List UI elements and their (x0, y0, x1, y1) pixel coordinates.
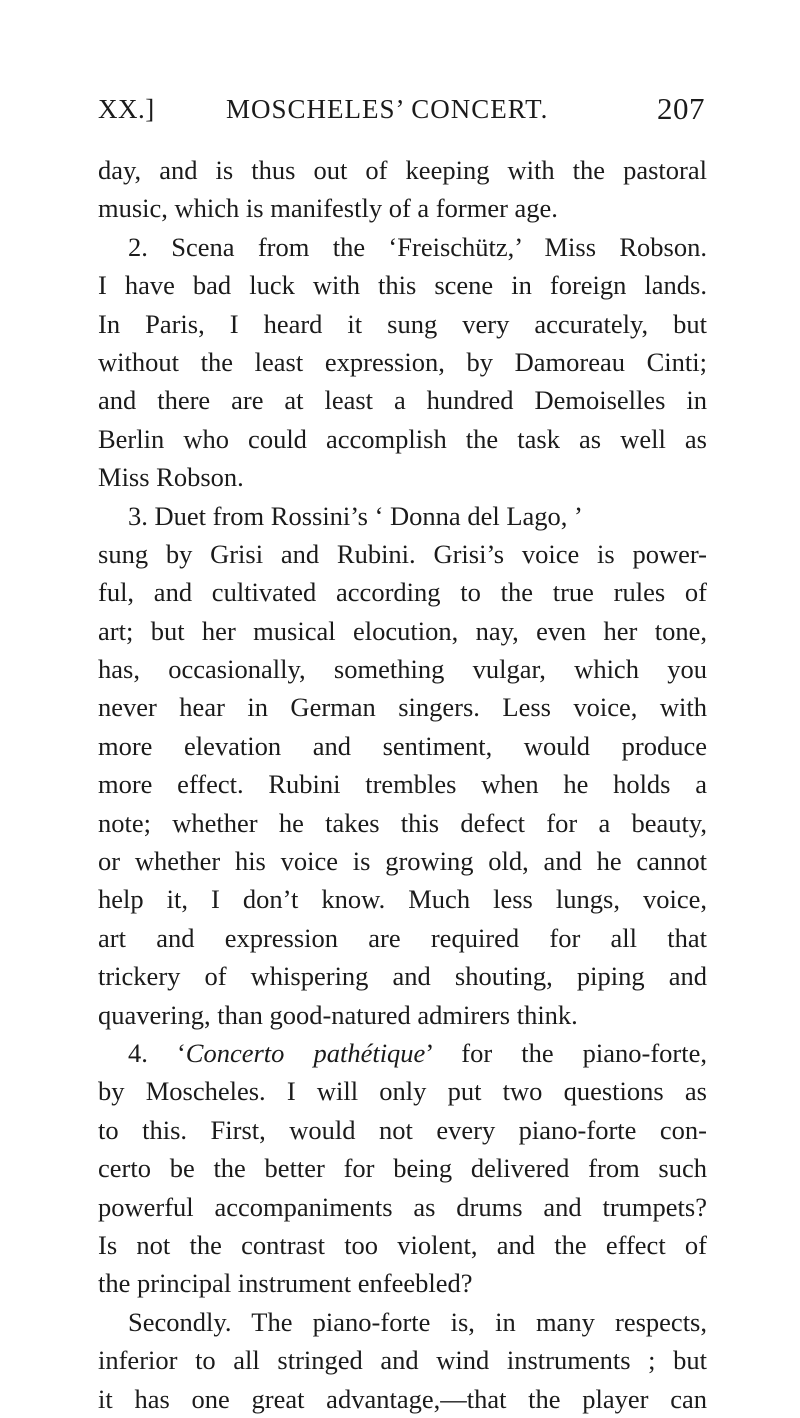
text-line: Berlin who could accomplish the task as well as (98, 423, 707, 454)
text-line: ful, and cultivated according to the true rules of (98, 577, 707, 608)
text-line: art; but her musical elocution, nay, even her tone, (98, 615, 707, 646)
text-line: art and expression are required for all that (98, 922, 707, 953)
text-line: inferior to all stringed and wind instruments ; but (98, 1345, 707, 1376)
page-number: 207 (657, 91, 705, 126)
text-line: help it, I don’t know. Much less lungs, voice, (98, 884, 707, 915)
text-line: day, and is thus out of keeping with the pastoral (98, 155, 707, 185)
text-line: 3. Duet from Rossini’s ‘ Donna del Lago, ’ (128, 500, 583, 531)
section-marker: XX.] (98, 94, 155, 124)
text-line: to this. First, would not every piano-forte con- (98, 1114, 707, 1145)
text-line: without the least expression, by Damoreau Cinti; (98, 346, 707, 377)
text-line: more elevation and sentiment, would produce (98, 730, 707, 761)
text-line: and there are at least a hundred Demoiselles in (98, 385, 707, 416)
running-header (98, 91, 705, 138)
item-number: 4. ‘ (128, 1037, 186, 1068)
text-line: never hear in German singers. Less voice, with (98, 692, 707, 723)
item-rest: ’ for the piano-forte, (425, 1037, 707, 1068)
text-line: has, occasionally, something vulgar, which you (98, 654, 707, 685)
text-line: it has one great advantage,—that the player can (98, 1383, 707, 1414)
text-line: by Moscheles. I will only put two questions as (98, 1076, 707, 1107)
text-line-item-4 (98, 1034, 707, 1072)
text-line: Is not the contrast too violent, and the effect of (98, 1229, 707, 1260)
text-line: music, which is manifestly of a former age. (98, 193, 558, 224)
text-line: In Paris, I heard it sung very accurately, but (98, 308, 707, 339)
text-line: quavering, than good-natured admirers think. (98, 999, 578, 1030)
text-line: more effect. Rubini trembles when he holds a (98, 769, 707, 800)
italic-title: Concerto pathétique (185, 1037, 426, 1068)
text-line: certo be the better for being delivered from such (98, 1153, 707, 1184)
text-line: trickery of whispering and shouting, piping and (98, 961, 707, 992)
text-line: sung by Grisi and Rubini. Grisi’s voice is power- (98, 538, 707, 569)
page-body (98, 151, 707, 1418)
text-line: the principal instrument enfeebled? (98, 1268, 473, 1299)
running-title: MOSCHELES’ CONCERT. (226, 94, 549, 124)
text-line: or whether his voice is growing old, and he cannot (98, 846, 707, 877)
text-line: 2. Scena from the ‘Freischütz,’ Miss Robson. (128, 231, 707, 262)
text-line: powerful accompaniments as drums and trumpets? (98, 1191, 707, 1222)
text-line: note; whether he takes this defect for a beauty, (98, 807, 707, 838)
text-line: Miss Robson. (98, 462, 244, 493)
text-line: I have bad luck with this scene in foreign lands. (98, 270, 707, 301)
text-line: Secondly. The piano-forte is, in many respects, (128, 1306, 707, 1337)
